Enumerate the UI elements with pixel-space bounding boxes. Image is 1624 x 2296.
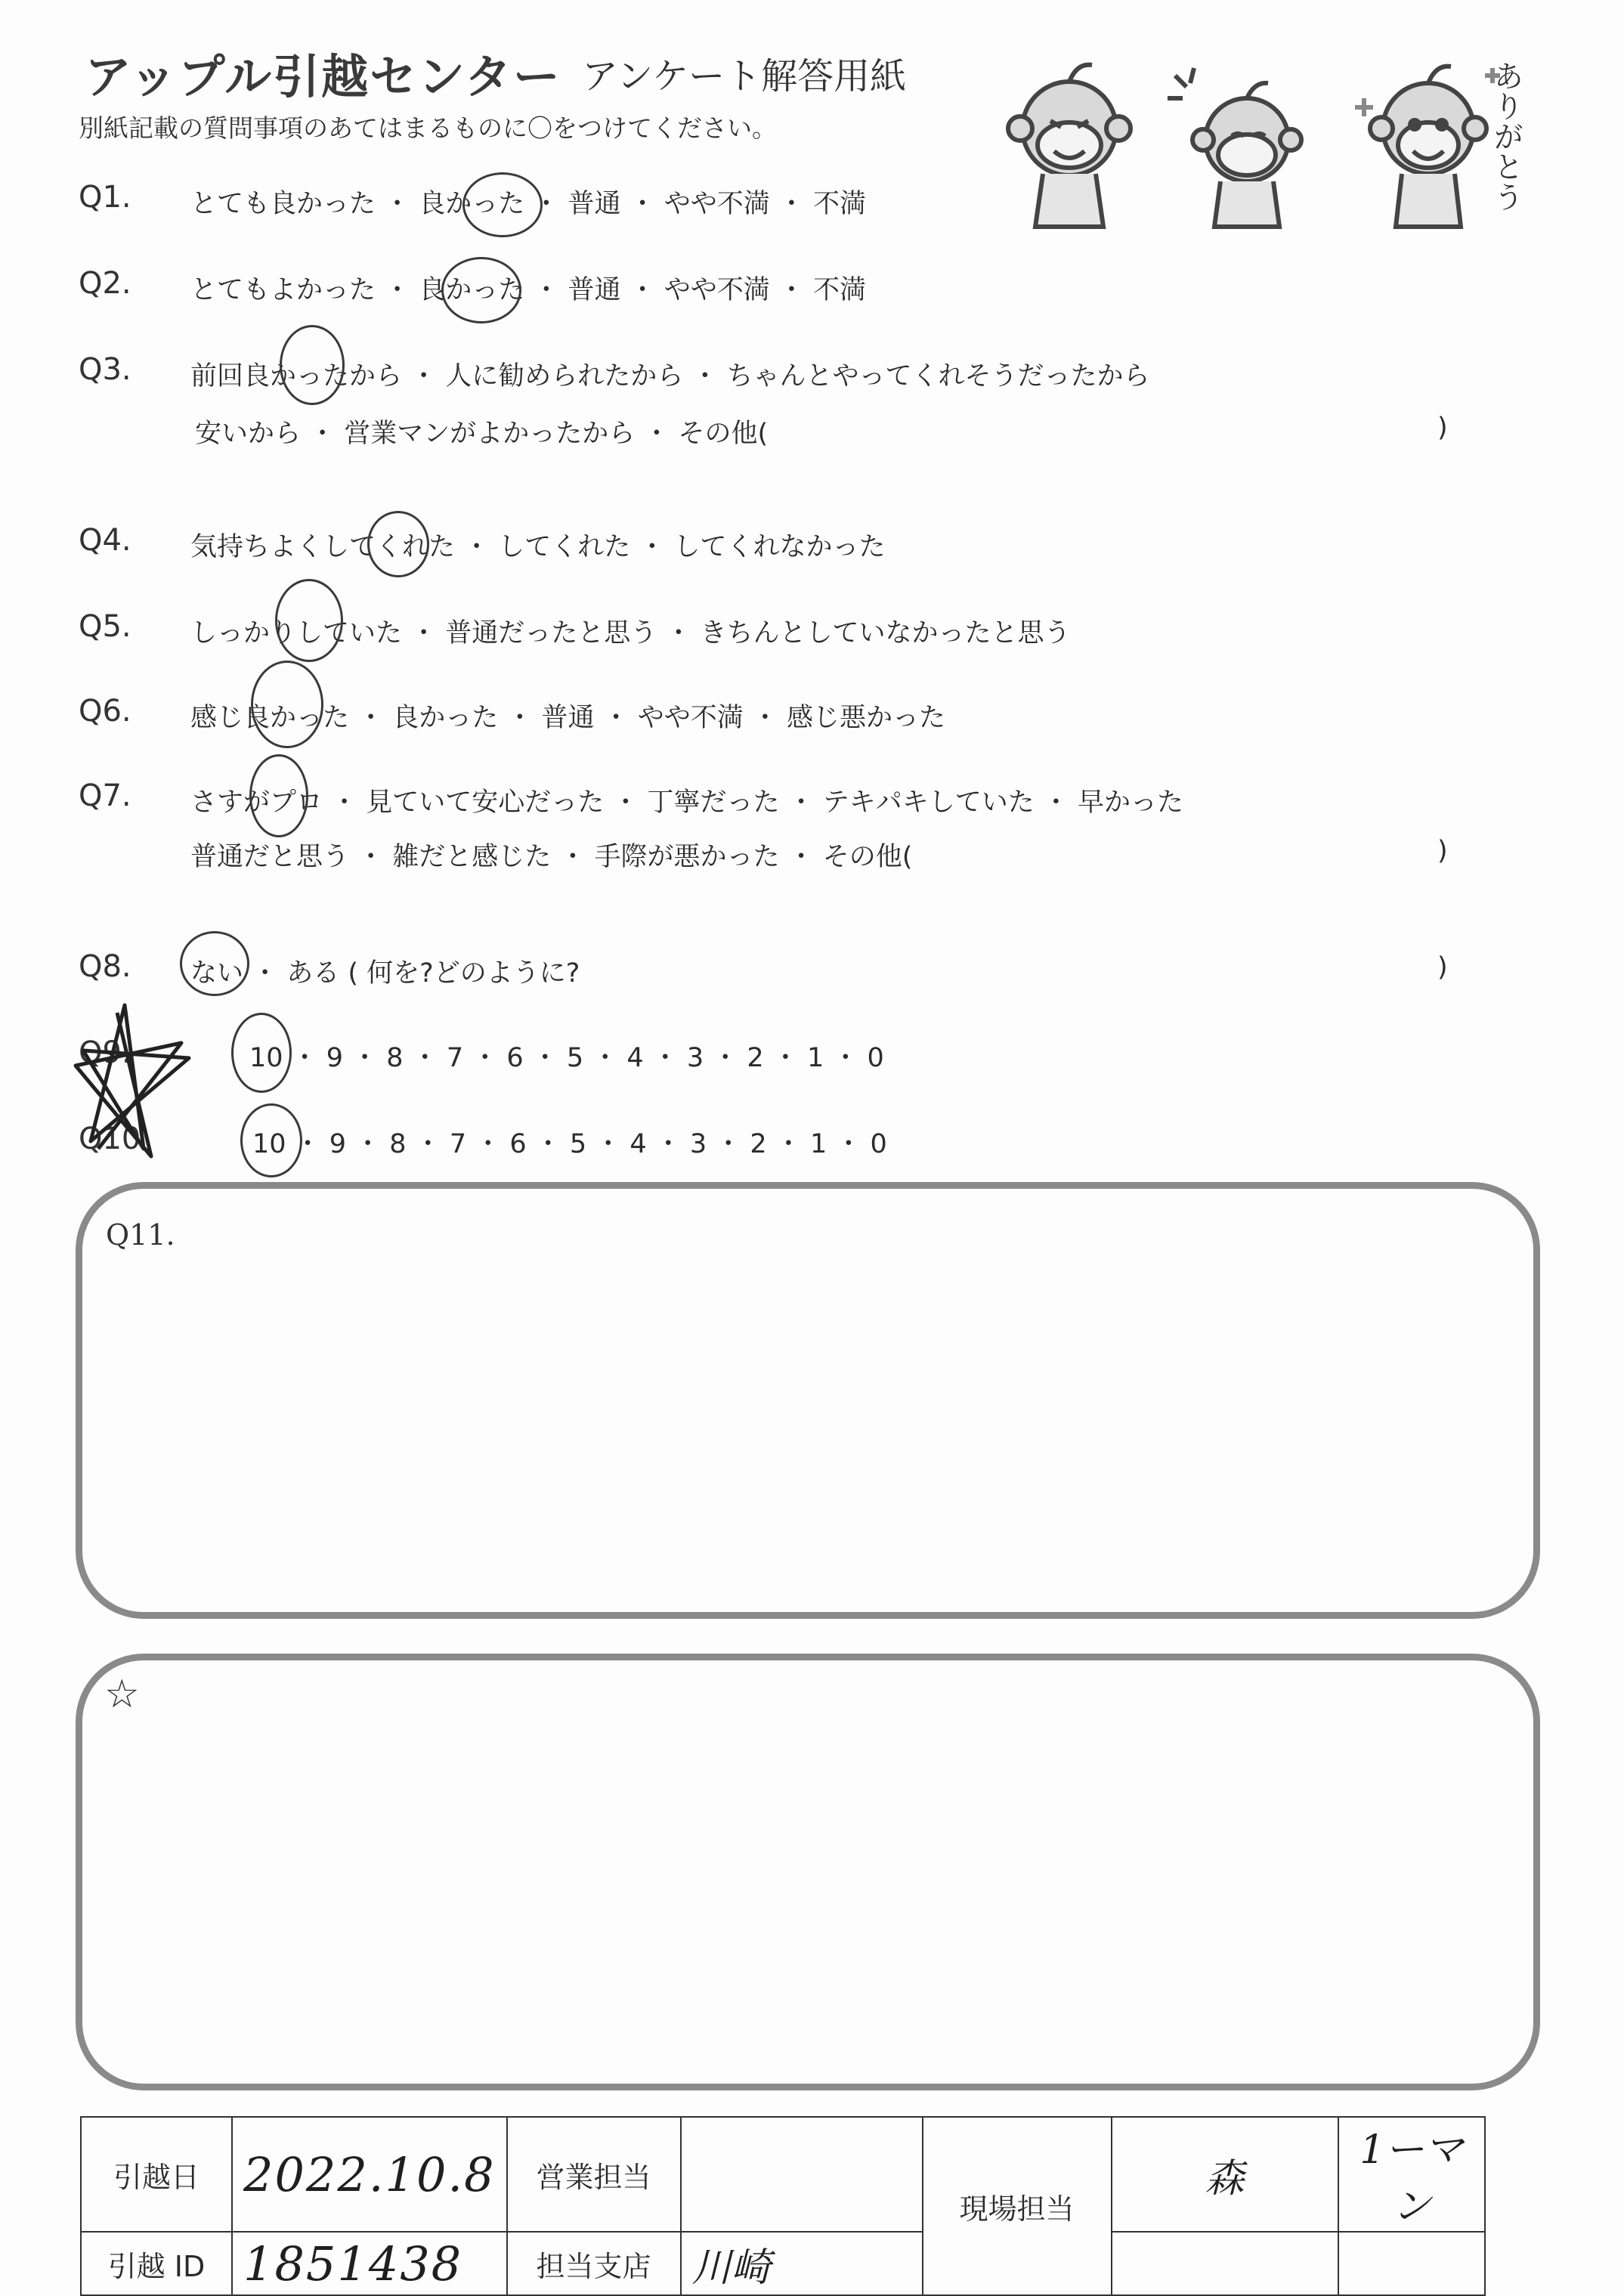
q4-options[interactable]: 気持ちよくしてくれた ・ してくれた ・ してくれなかった [190, 532, 886, 562]
q3-options-line1[interactable]: 前回良かったから ・ 人に勧められたから ・ ちゃんとやってくれそうだったから [190, 361, 1150, 391]
q4-answer-circle [367, 511, 429, 577]
move-date-value-cell[interactable] [232, 2117, 507, 2232]
q7-answer-circle [249, 754, 308, 837]
star-scribble-icon [60, 998, 196, 1171]
q10-label: Q10 [79, 1122, 141, 1156]
q3-label: Q3. [79, 352, 131, 387]
instruction-text: 別紙記載の質問事項のあてはまるものに〇をつけてください。 [79, 113, 777, 143]
q10-scale[interactable]: 10 ・ 9 ・ 8 ・ 7 ・ 6 ・ 5 ・ 4 ・ 3 ・ 2 ・ 1 ・ 0 [252, 1129, 887, 1159]
site-rep-empty-2[interactable] [1338, 2232, 1485, 2295]
q11-label: Q11. [106, 1218, 175, 1252]
q5-options[interactable]: しっかりしていた ・ 普通だったと思う ・ きちんとしていなかったと思う [190, 618, 1071, 648]
q6-label: Q6. [79, 694, 131, 729]
site-rep-label: 現場担当 [923, 2117, 1112, 2295]
q1-label: Q1. [79, 180, 131, 215]
q7-options-line2[interactable]: 普通だと思う ・ 雑だと感じた ・ 手際が悪かった ・ その他( [190, 842, 913, 872]
q8-answer-circle [180, 931, 249, 996]
sales-rep-label: 営業担当 [507, 2117, 681, 2232]
q9-answer-circle [231, 1013, 292, 1093]
q2-label: Q2. [79, 266, 131, 301]
mascot-illustration [998, 45, 1527, 242]
q8-options[interactable]: ない ・ ある ( 何を?どのように? [190, 958, 580, 989]
star-box-label: ☆ [104, 1672, 140, 1717]
move-id-value-cell[interactable] [232, 2232, 507, 2295]
q6-options[interactable]: 感じ良かった ・ 良かった ・ 普通 ・ やや不満 ・ 感じ悪かった [190, 703, 946, 733]
branch-label: 担当支店 [507, 2232, 681, 2295]
q8-label: Q8. [79, 949, 131, 984]
mascot-caption: ありがとう [1489, 60, 1523, 212]
move-date-value: 2022.10.8 [243, 2146, 496, 2202]
q4-label: Q4. [79, 523, 131, 558]
q3-other-close: ) [1437, 413, 1448, 443]
footer-table [80, 2116, 1486, 2296]
site-rep-value-1: 森 [1205, 2155, 1245, 2202]
q3-options-line2[interactable]: 安いから ・ 営業マンがよかったから ・ その他( [195, 419, 769, 449]
q6-answer-circle [251, 661, 323, 748]
branch-value: 川崎 [691, 2245, 771, 2291]
site-rep-value-2-cell[interactable] [1338, 2117, 1485, 2232]
q5-label: Q5. [79, 609, 131, 644]
site-rep-value-2: 1ーマン [1360, 2127, 1464, 2229]
move-date-label: 引越日 [81, 2117, 232, 2232]
q2-answer-circle [441, 257, 521, 323]
q9-label: Q9. [79, 1035, 131, 1070]
q11-comment-box[interactable] [76, 1182, 1540, 1619]
form-subtitle: アンケート解答用紙 [582, 55, 907, 97]
site-rep-value-1-cell[interactable] [1112, 2117, 1338, 2232]
monkey-mascots-icon [998, 45, 1527, 242]
form-title: アップル引越センター [85, 49, 561, 104]
site-rep-empty-1[interactable] [1112, 2232, 1338, 2295]
move-id-value: 1851438 [243, 2236, 463, 2291]
q7-options-line1[interactable]: さすがプロ ・ 見ていて安心だった ・ 丁寧だった ・ テキパキしていた ・ 早かった [190, 788, 1184, 818]
q10-answer-circle [240, 1103, 302, 1177]
q8-other-close: ) [1437, 952, 1448, 982]
branch-value-cell[interactable] [681, 2232, 923, 2295]
q7-other-close: ) [1437, 836, 1448, 866]
q2-options[interactable]: とてもよかった ・ 良かった ・ 普通 ・ やや不満 ・ 不満 [190, 275, 867, 305]
q5-answer-circle [275, 579, 343, 662]
q7-label: Q7. [79, 778, 131, 813]
sales-rep-value[interactable] [681, 2117, 923, 2232]
q1-answer-circle [462, 172, 543, 237]
q3-answer-circle [280, 325, 345, 405]
q1-options[interactable]: とても良かった ・ 良かった ・ 普通 ・ やや不満 ・ 不満 [190, 189, 867, 219]
q9-scale[interactable]: 10 ・ 9 ・ 8 ・ 7 ・ 6 ・ 5 ・ 4 ・ 3 ・ 2 ・ 1 ・ 0 [249, 1043, 884, 1073]
star-comment-box[interactable] [76, 1654, 1540, 2090]
move-id-label: 引越 ID [81, 2232, 232, 2295]
